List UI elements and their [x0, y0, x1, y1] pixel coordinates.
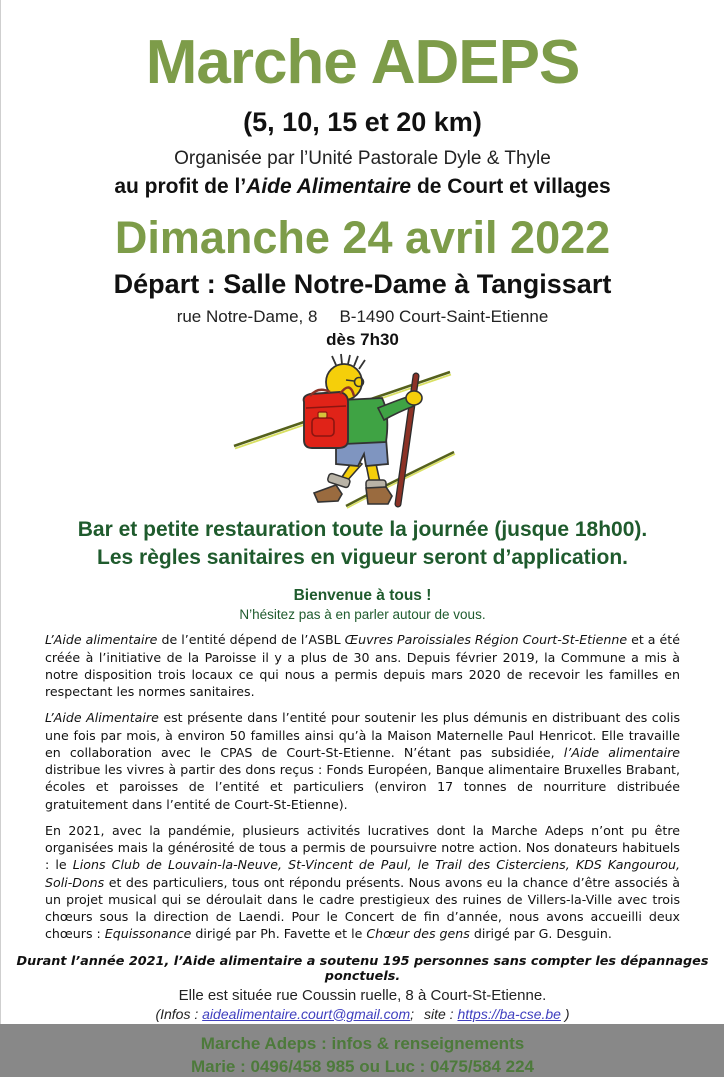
p3-text-2: et des particuliers, tous ont répondu présents. Nous avons eu la chance d’être associés à un projet musical qui se déroulait dans le cadre prestigieux des ruines de Villers-la-Ville avec trois chœurs sous la direction de Laendi. Pour le Concert de fin d’année, nous avons accueilli deux chœurs :	[45, 874, 680, 942]
p3-italic-3: Chœur des gens	[366, 926, 470, 942]
page-title: Marche ADEPS	[145, 28, 580, 97]
p2-text-2: distribue les vivres à partir des dons reçus : Fonds Européen, Banque alimentaire Bruxelles Brabant, écoles et paroisses de l’entité et particuliers (environ 17 tonnes de nourriture distribuée gratuitement dans l’entité de Court-St-Etienne).	[45, 762, 680, 812]
p3-text-1: En 2021, avec la pandémie, plusieurs activités lucratives dont la Marche Adeps n’ont pu être organisées mais la générosité de tous a permis de poursuivre notre action. Nos donateurs habituels : le	[45, 822, 680, 873]
p2-text-1: est présente dans l’entité pour soutenir les plus démunis en distribuant des colis une fois par mois, à environ 50 familles ainsi qu’à la Maison Maternelle Paul Henricot. Elle travaille en collaboration avec le CPAS de Court-St-Etienne. N’étant pas subsidiée,	[45, 710, 680, 760]
beneficiary-prefix: au profit de l’	[114, 175, 247, 199]
p1-italic-1: L’Aide alimentaire	[45, 632, 158, 648]
email-link[interactable]: aidealimentaire.court@gmail.com	[202, 1005, 411, 1022]
address-line	[1, 307, 724, 327]
banner-line-1: Bar et petite restauration toute la journée (jusque 18h00).	[77, 517, 648, 541]
banner-line-2: Les règles sanitaires en vigueur seront d’application.	[97, 545, 628, 569]
organizer-line: Organisée par l’Unité Pastorale Dyle & Thyle	[174, 148, 551, 170]
p1-text-2: et a été créée à l’initiative de la Paroisse il y a plus de 30 ans. Depuis février 2019, la Commune a mis à notre disposition trois locaux ce qui nous a permis depuis mars 2020 de recevoir les familles en respectant les normes sanitaires.	[45, 632, 680, 700]
welcome-line: Bienvenue à tous !	[293, 587, 432, 605]
hiker-illustration	[218, 356, 508, 508]
p3-text-3: dirigé par Ph. Favette et le	[191, 926, 367, 942]
departure-line: Départ : Salle Notre-Dame à Tangissart	[113, 268, 612, 299]
p1-italic-2: Œuvres Paroissiales Région Court-St-Etienne	[344, 632, 628, 648]
contact-phones: Marie : 0496/458 985 ou Luc : 0475/584 224	[190, 1056, 535, 1076]
event-date: Dimanche 24 avril 2022	[114, 212, 611, 264]
start-time: dès 7h30	[326, 329, 399, 349]
infos-line	[1, 1006, 724, 1022]
banner-block	[1, 516, 724, 573]
welcome-subline: N’hésitez pas à en parler autour de vous.	[239, 607, 486, 623]
location-line: Elle est située rue Coussin ruelle, 8 à Court-St-Etienne.	[178, 986, 547, 1004]
website-link[interactable]: https://ba-cse.be	[457, 1005, 561, 1022]
p3-italic-1: Lions Club de Louvain-la-Neuve, St-Vincent de Paul, le Trail des Cisterciens, KDS Kangourou, Soli-Dons	[45, 857, 680, 890]
paragraph-2	[45, 709, 680, 813]
contact-header: Marche Adeps : infos & renseignements	[200, 1033, 525, 1053]
p3-italic-2: Equissonance	[104, 926, 192, 942]
infos-open-paren: (Infos :	[155, 1005, 203, 1022]
paragraph-3	[45, 822, 680, 943]
distances-subtitle: (5, 10, 15 et 20 km)	[243, 107, 482, 138]
illustration-container	[1, 356, 724, 508]
infos-semicolon: ;	[410, 1005, 414, 1022]
beneficiary-suffix: de Court et villages	[411, 175, 611, 199]
p1-text-1: de l’entité dépend de l’ASBL	[157, 632, 345, 648]
beneficiary-line	[1, 175, 724, 199]
infos-close-paren: )	[560, 1005, 570, 1022]
beneficiary-name: Aide Alimentaire	[246, 175, 412, 199]
address-city: B-1490 Court-Saint-Etienne	[339, 306, 549, 326]
p2-italic-1: L’Aide Alimentaire	[45, 710, 159, 726]
paragraph-1	[45, 631, 680, 700]
site-label: site :	[424, 1005, 458, 1022]
address-street: rue Notre-Dame, 8	[176, 306, 318, 326]
p2-italic-2: l’Aide alimentaire	[563, 744, 681, 760]
summary-line: Durant l’année 2021, l’Aide alimentaire a soutenu 195 personnes sans compter les dépannages ponctuels.	[16, 953, 709, 984]
p3-text-4: dirigé par G. Desguin.	[469, 926, 612, 942]
